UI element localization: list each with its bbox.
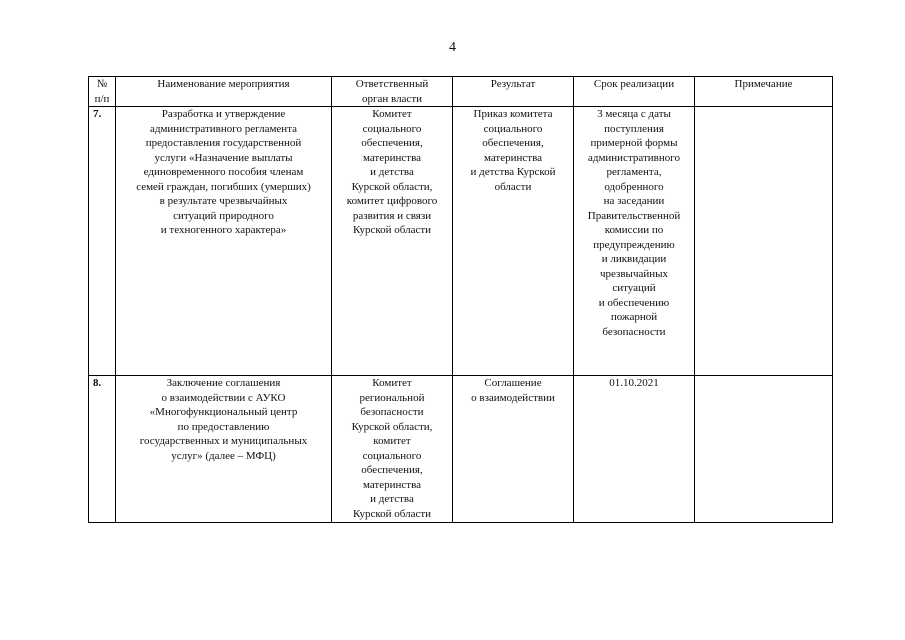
activity-name: Разработка и утверждение административного регламента предоставления государственной услуги «Назначение выплаты единовременного пособия членам семей граждан, погибших (умерших) в результате чрезвычайных ситуаций природного и техногенного характера»	[116, 107, 332, 376]
row-number: 8.	[89, 376, 116, 523]
header-num: № п/п	[89, 77, 116, 107]
note	[695, 376, 833, 523]
result: Приказ комитета социального обеспечения, материнства и детства Курской области	[453, 107, 574, 376]
responsible-body: Комитет социального обеспечения, материнства и детства Курской области, комитет цифрового развития и связи Курской области	[332, 107, 453, 376]
responsible-body: Комитет региональной безопасности Курской области, комитет социального обеспечения, материнства и детства Курской области	[332, 376, 453, 523]
header-note: Примечание	[695, 77, 833, 107]
deadline: 3 месяца с даты поступления примерной формы административного регламента, одобренного на заседании Правительственной комиссии по предупреждению и ликвидации чрезвычайных ситуаций и обеспечению пожарной безопасности	[574, 107, 695, 376]
header-responsible: Ответственный орган власти	[332, 77, 453, 107]
header-deadline: Срок реализации	[574, 77, 695, 107]
table-row	[89, 376, 833, 523]
activity-name: Заключение соглашения о взаимодействии с АУКО «Многофункциональный центр по предоставлению государственных и муниципальных услуг» (далее – МФЦ)	[116, 376, 332, 523]
deadline: 01.10.2021	[574, 376, 695, 523]
note	[695, 107, 833, 376]
header-name: Наименование мероприятия	[116, 77, 332, 107]
header-result: Результат	[453, 77, 574, 107]
table-row	[89, 107, 833, 376]
page-number: 4	[449, 40, 456, 55]
row-number: 7.	[89, 107, 116, 376]
result: Соглашение о взаимодействии	[453, 376, 574, 523]
activities-table	[88, 76, 833, 523]
table-header-row	[89, 77, 833, 107]
